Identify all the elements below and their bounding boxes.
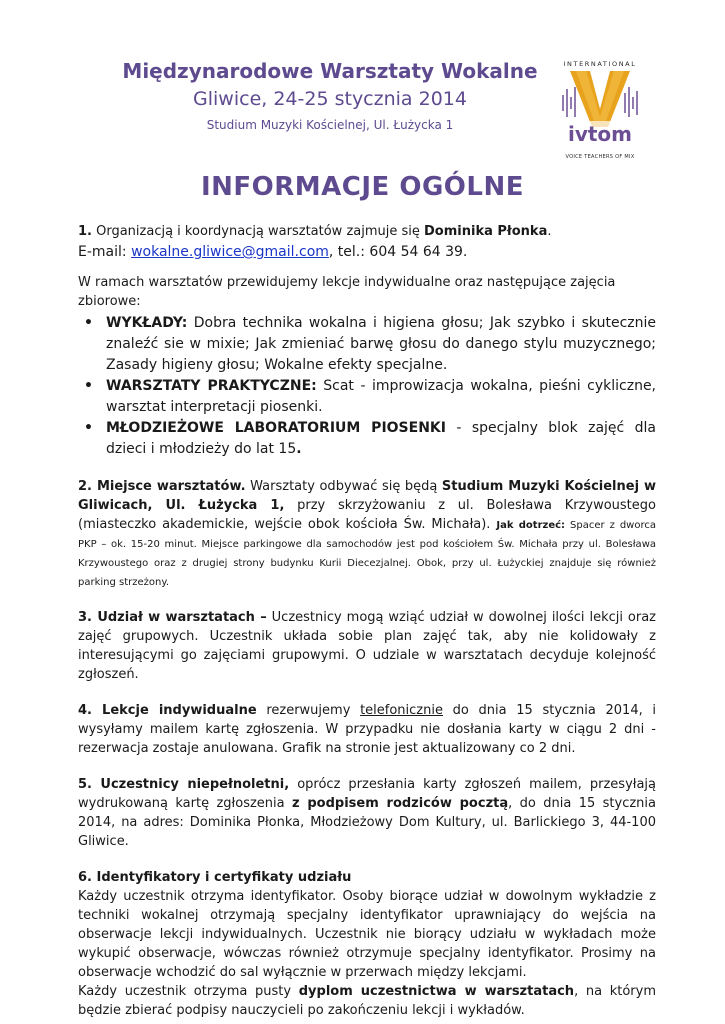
section-6-text-c: , na którym będzie zbierać podpisy nauczycieli po zakończeniu lekcji i wykładów. bbox=[78, 984, 656, 1018]
workshops-intro: W ramach warsztatów przewidujemy lekcje indywidualne oraz następujące zajęcia zbiorowe: bbox=[78, 275, 616, 309]
section-2-text: Warsztaty odbywać się będą bbox=[245, 479, 442, 494]
section-4-text: rezerwujemy bbox=[256, 703, 361, 718]
section-6-heading bbox=[78, 868, 656, 887]
bullet-heading: WARSZTATY PRAKTYCZNE: bbox=[106, 378, 317, 394]
section-1-text: Organizacją i koordynacją warsztatów zajmuje się bbox=[91, 224, 425, 239]
phone-booking-underlined: telefonicznie bbox=[360, 703, 443, 718]
logo-top-text: INTERNATIONAL bbox=[563, 60, 637, 68]
event-venue: Studium Muzyki Kościelnej, Ul. Łużycka 1 bbox=[206, 118, 454, 132]
event-header bbox=[100, 58, 560, 132]
section-2 bbox=[78, 477, 656, 591]
email-label: E-mail: bbox=[78, 244, 132, 260]
main-title: INFORMACJE OGÓLNE bbox=[200, 172, 524, 202]
section-6-text-a: Każdy uczestnik otrzyma pusty bbox=[78, 984, 299, 999]
how-to-get-label: Jak dotrzeć: bbox=[496, 520, 566, 531]
section-6-paragraph-2 bbox=[78, 982, 656, 1020]
section-5 bbox=[78, 775, 656, 851]
section-5-text: oprócz przesłania karty zgłoszeń mailem, przesyłają wydrukowaną kartę zgłoszenia bbox=[78, 777, 656, 811]
section-5-heading: 5. Uczestnicy niepełnoletni, bbox=[78, 777, 290, 792]
event-title: Międzynarodowe Warsztaty Wokalne bbox=[122, 59, 538, 83]
event-date-location: Gliwice, 24-25 stycznia 2014 bbox=[193, 88, 467, 110]
list-item bbox=[78, 418, 656, 460]
diploma-label: dyplom uczestnictwa w warsztatach bbox=[298, 984, 575, 999]
section-1-period: . bbox=[547, 224, 552, 239]
document-body bbox=[78, 222, 656, 1020]
section-1-number: 1. bbox=[78, 224, 92, 239]
section-2-directions: przy skrzyżowaniu z ul. Bolesława Krzywoustego (miasteczko akademickie, wejście obok kościoła Św. Michała). bbox=[78, 498, 656, 532]
organizer-name: Dominika Płonka bbox=[424, 224, 548, 239]
section-6-heading-text: 6. Identyfikatory i certyfikaty udziału bbox=[78, 870, 352, 885]
mailing-address: , do dnia 15 stycznia 2014, na adres: Dominika Płonka, Młodzieżowy Dom Kultury, ul. Barlickiego 3, 44-100 Gliwice. bbox=[78, 796, 656, 849]
section-1-contact bbox=[78, 241, 656, 263]
parent-signature-note: z podpisem rodziców pocztą bbox=[292, 796, 509, 811]
bullet-text: - specjalny blok zajęć dla dzieci i młodzieży do lat 15 bbox=[106, 420, 656, 457]
bullet-end: . bbox=[296, 441, 302, 457]
section-4-heading: 4. Lekcje indywidualne bbox=[78, 703, 257, 718]
bullet-heading: MŁODZIEŻOWE LABORATORIUM PIOSENKI bbox=[106, 420, 446, 436]
list-item bbox=[78, 376, 656, 418]
section-3-text: Uczestnicy mogą wziąć udział w dowolnej ilości lekcji oraz zajęć grupowych. Uczestnik układa sobie plan zajęć tak, aby nie kolidowały z interesującymi go zajęciami grupowymi. O udziale w warsztatach decyduje kolejność zgłoszeń. bbox=[78, 610, 656, 682]
bullet-text: Scat - improwizacja wokalna, pieśni cykliczne, warsztat interpretacji piosenki. bbox=[106, 378, 657, 415]
how-to-get-text: Spacer z dworca PKP – ok. 15-20 minut. Miejsce parkingowe dla samochodów jest pod kościołem Św. Michała przy ul. Bolesława Krzywoustego oraz z drugiej strony budynku Kurii Diecezjalnej. Obok, przy ul. Łużyckiej znajduje się również parking strzeżony. bbox=[78, 520, 656, 588]
section-4 bbox=[78, 701, 656, 758]
ivtom-logo bbox=[556, 57, 644, 161]
email-link[interactable]: wokalne.gliwice@gmail.com bbox=[131, 244, 329, 260]
section-1-line-1 bbox=[78, 222, 656, 241]
phone-number: , tel.: 604 54 64 39. bbox=[328, 244, 468, 260]
section-3-heading: 3. Udział w warsztatach – bbox=[78, 610, 267, 625]
section-3 bbox=[78, 608, 656, 684]
workshops-list bbox=[78, 313, 656, 460]
bullet-text: Dobra technika wokalna i higiena głosu; Jak szybko i skutecznie znaleźć sie w mixie; Jak zmieniać barwę głosu do danego stylu muzycznego; Zasady higieny głosu; Wokalne efekty specjalne. bbox=[106, 315, 656, 373]
logo-bottom-text: VOICE TEACHERS OF MIX bbox=[565, 154, 635, 160]
section-4-details: do dnia 15 stycznia 2014, i wysyłamy mailem kartę zgłoszenia. W przypadku nie dosłania karty w ciągu 2 dni - rezerwacja zostaje anulowana. Grafik na stronie jest aktualizowany co 2 dni. bbox=[78, 703, 657, 756]
logo-brand-text: ivtom bbox=[567, 122, 633, 146]
venue-name: Studium Muzyki Kościelnej w Gliwicach, Ul. Łużycka 1, bbox=[78, 479, 656, 513]
section-6-paragraph-1: Każdy uczestnik otrzyma identyfikator. Osoby biorące udział w dowolnym wykładzie z techniki wokalnej otrzymają specjalny identyfikator uprawniający do wejścia na obserwacje lekcji indywidualnych. Uczestnik nie biorący udziału w wykładach może wykupić obserwacje, wówczas również otrzymuje specjalny identyfikator. Prosimy na obserwacje wchodzić do sal wyłącznie w przerwach między lekcjami. bbox=[78, 889, 656, 980]
list-item bbox=[78, 313, 656, 376]
section-2-heading: 2. Miejsce warsztatów. bbox=[78, 479, 246, 494]
bullet-heading: WYKŁADY: bbox=[106, 315, 188, 331]
